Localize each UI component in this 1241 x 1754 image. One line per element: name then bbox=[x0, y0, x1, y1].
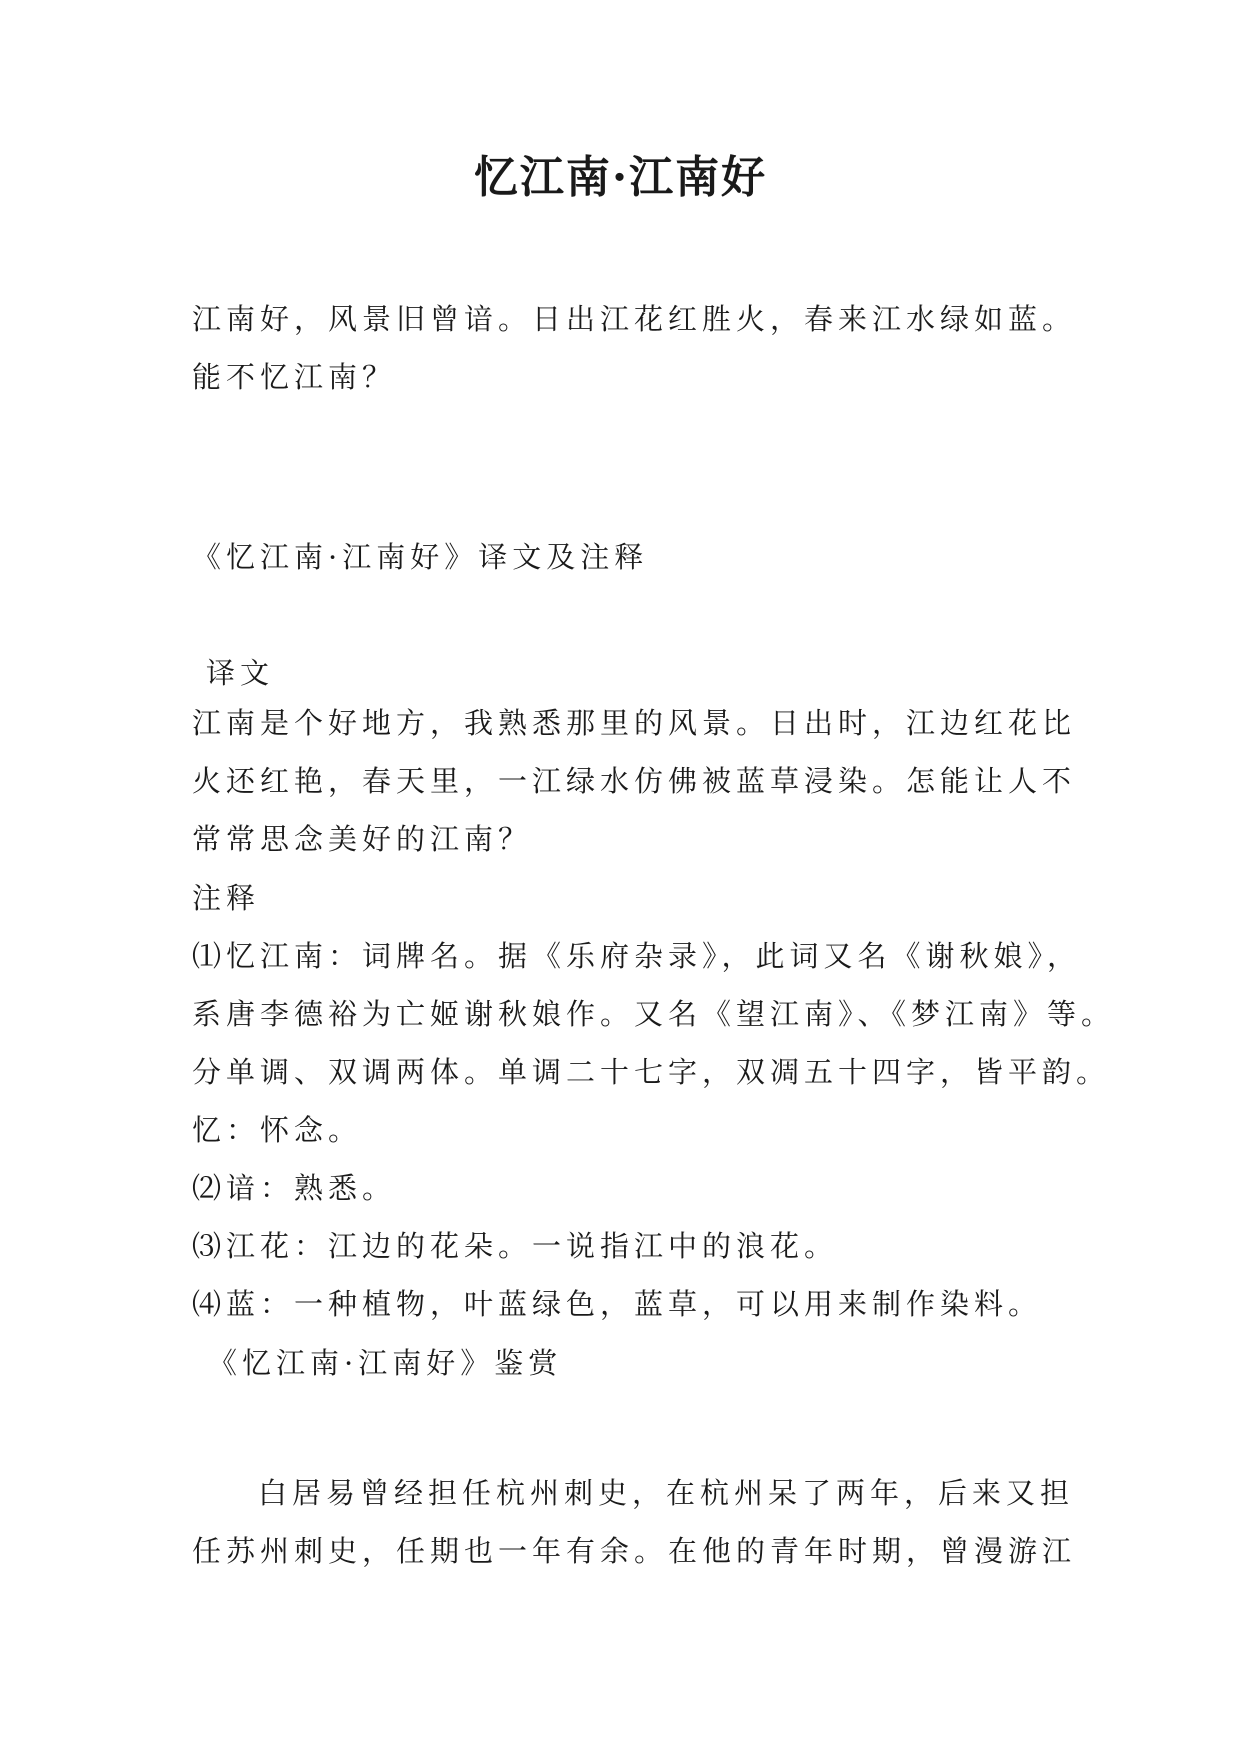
essay-line: 任苏州刺史，任期也一年有余。在他的青年时期，曾漫游江 bbox=[192, 1534, 1077, 1568]
appreciation-paragraph bbox=[192, 1464, 1077, 1580]
note-line: 分单调、双调两体。单调二十七字，双凋五十四字，皆平韵。 bbox=[192, 1055, 1111, 1089]
appreciation-heading-text: 《忆江南·江南好》鉴赏 bbox=[208, 1346, 563, 1380]
note-line: ⑵谙：熟悉。 bbox=[192, 1171, 397, 1205]
note-line: 系唐李德裕为亡姬谢秋娘作。又名《望江南》、《梦江南》等。 bbox=[192, 997, 1116, 1031]
translation-line: 江南是个好地方，我熟悉那里的风景。日出时，江边红花比 bbox=[192, 706, 1077, 740]
poem-text bbox=[192, 290, 1077, 406]
translation-heading-text: 《忆江南·江南好》译文及注释 bbox=[192, 540, 649, 574]
yiwen-label-text: 译文 bbox=[206, 656, 275, 690]
translation-line: 火还红艳，春天里，一江绿水仿佛被蓝草浸染。怎能让人不 bbox=[192, 764, 1077, 798]
translation-paragraph bbox=[192, 694, 1077, 868]
notes-list bbox=[192, 927, 1116, 1333]
poem-line: 江南好，风景旧曾谙。日出江花红胜火，春来江水绿如蓝。 bbox=[192, 302, 1077, 336]
note-line: ⑴忆江南：词牌名。据《乐府杂录》，此词又名《谢秋娘》， bbox=[192, 939, 1082, 973]
appreciation-section-heading bbox=[208, 1334, 1088, 1392]
translation-line: 常常思念美好的江南？ bbox=[192, 822, 533, 856]
poem-line: 能不忆江南？ bbox=[192, 360, 397, 394]
zhushi-label-text: 注释 bbox=[192, 881, 261, 915]
note-line: ⑷蓝：一种植物，叶蓝绿色，蓝草，可以用来制作染料。 bbox=[192, 1287, 1043, 1321]
translation-section-heading bbox=[192, 528, 1072, 586]
essay-line: 白居易曾经担任杭州刺史，在杭州呆了两年，后来又担 bbox=[258, 1476, 1075, 1510]
page-title: 忆江南·江南好 bbox=[473, 152, 768, 203]
note-line: ⑶江花：江边的花朵。一说指江中的浪花。 bbox=[192, 1229, 839, 1263]
note-line: 忆：怀念。 bbox=[192, 1113, 363, 1147]
zhushi-label bbox=[192, 869, 1072, 927]
